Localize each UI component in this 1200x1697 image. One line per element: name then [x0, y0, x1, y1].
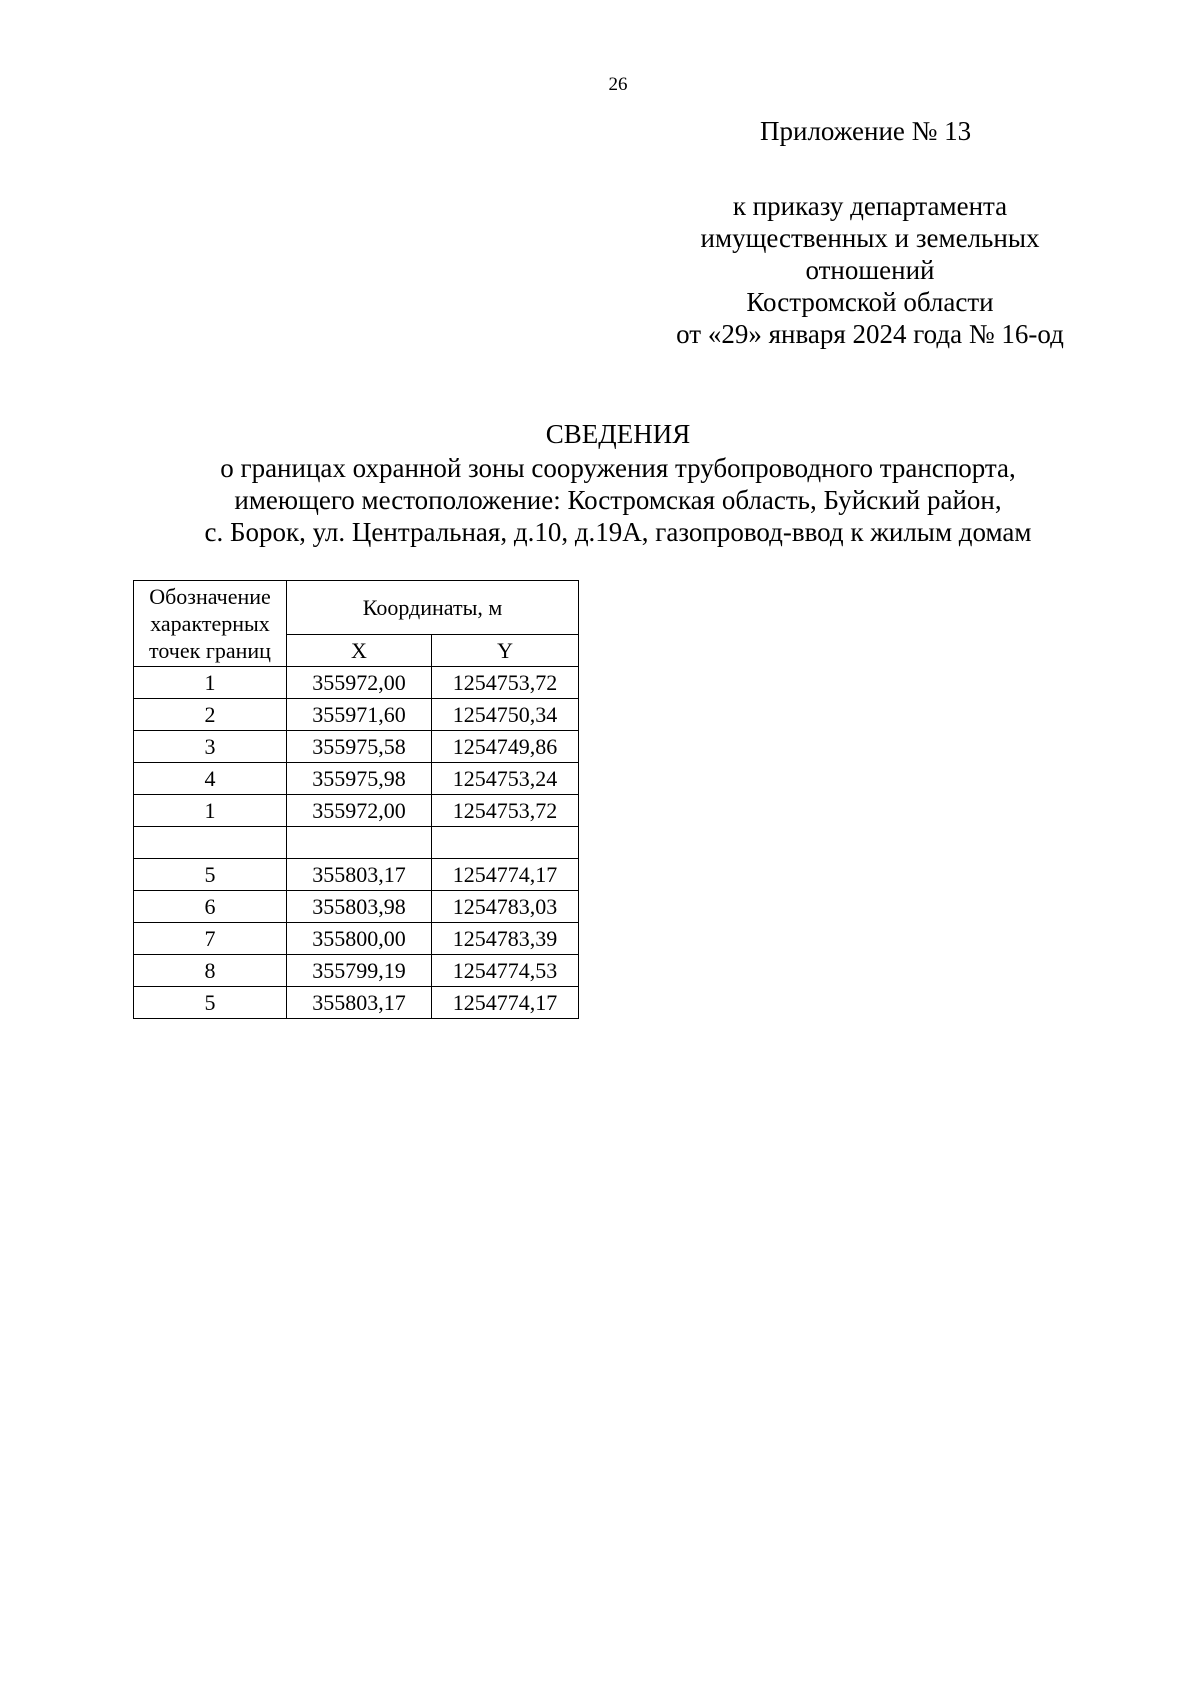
table-row: [134, 891, 579, 923]
point-cell: 5: [134, 859, 287, 891]
y-cell: 1254750,34: [432, 699, 579, 731]
y-cell: 1254774,17: [432, 859, 579, 891]
y-cell: [432, 827, 579, 859]
x-cell: [287, 827, 432, 859]
point-cell: 1: [134, 667, 287, 699]
point-cell: 8: [134, 955, 287, 987]
point-cell: 3: [134, 731, 287, 763]
appendix-title: Приложение № 13: [760, 116, 972, 146]
x-cell: 355800,00: [287, 923, 432, 955]
order-line: к приказу департамента: [732, 191, 1008, 221]
subtitle-line: имеющего местоположение: Костромская область, Буйский район,: [234, 485, 1002, 515]
point-cell: 7: [134, 923, 287, 955]
table-row: [134, 731, 579, 763]
x-cell: 355803,98: [287, 891, 432, 923]
y-cell: 1254753,72: [432, 667, 579, 699]
x-cell: 355803,17: [287, 859, 432, 891]
y-cell: 1254749,86: [432, 731, 579, 763]
point-cell: 2: [134, 699, 287, 731]
point-column-header: Обозначение характерных точек границ: [134, 581, 287, 667]
x-cell: 355971,60: [287, 699, 432, 731]
y-cell: 1254783,03: [432, 891, 579, 923]
order-line: имущественных и земельных: [700, 223, 1040, 253]
x-column-header: X: [287, 634, 432, 666]
table-row: [134, 923, 579, 955]
y-cell: 1254753,24: [432, 763, 579, 795]
point-cell: 4: [134, 763, 287, 795]
y-cell: 1254774,17: [432, 987, 579, 1019]
subtitle-line: о границах охранной зоны сооружения трубопроводного транспорта,: [220, 453, 1016, 483]
y-cell: 1254753,72: [432, 795, 579, 827]
y-column-header: Y: [432, 634, 579, 666]
coordinates-table: [133, 580, 579, 1019]
table-row: [134, 699, 579, 731]
point-cell: 6: [134, 891, 287, 923]
order-line: отношений: [805, 255, 935, 285]
table-row: [134, 955, 579, 987]
table-row: [134, 667, 579, 699]
order-line: Костромской области: [746, 287, 994, 317]
point-cell: 5: [134, 987, 287, 1019]
y-cell: 1254783,39: [432, 923, 579, 955]
coordinates-header: Координаты, м: [287, 581, 579, 635]
x-cell: 355975,98: [287, 763, 432, 795]
x-cell: 355972,00: [287, 795, 432, 827]
table-row: [134, 763, 579, 795]
subtitle-line: с. Борок, ул. Центральная, д.10, д.19А, газопровод-ввод к жилым домам: [204, 517, 1032, 547]
x-cell: 355975,58: [287, 731, 432, 763]
order-line: от «29» января 2024 года № 16-од: [676, 319, 1064, 349]
y-cell: 1254774,53: [432, 955, 579, 987]
point-cell: [134, 827, 287, 859]
x-cell: 355972,00: [287, 667, 432, 699]
point-cell: 1: [134, 795, 287, 827]
table-row-empty: [134, 827, 579, 859]
table-row: [134, 859, 579, 891]
order-reference: [640, 190, 1100, 350]
page-number: 26: [608, 74, 628, 95]
document-subtitle: [0, 452, 1200, 548]
table-row: [134, 795, 579, 827]
x-cell: 355799,19: [287, 955, 432, 987]
x-cell: 355803,17: [287, 987, 432, 1019]
table-row: [134, 987, 579, 1019]
document-heading: СВЕДЕНИЯ: [545, 419, 691, 449]
